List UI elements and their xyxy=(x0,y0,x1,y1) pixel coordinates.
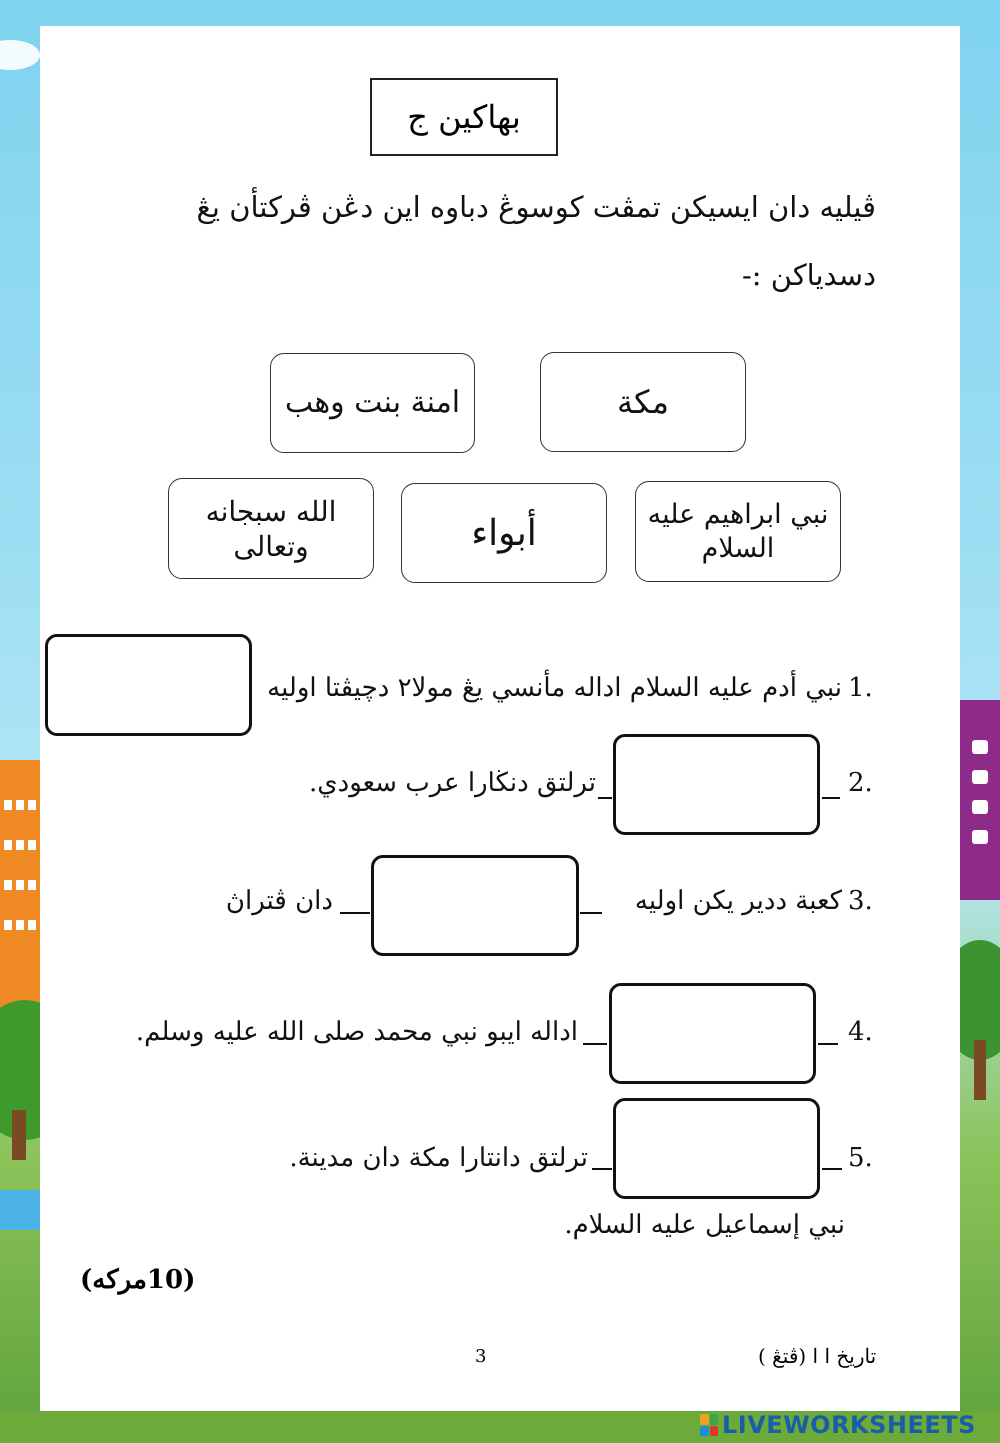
answer-drop-box[interactable] xyxy=(613,734,820,835)
blank-line xyxy=(583,1043,607,1045)
blank-line xyxy=(822,797,840,799)
cloud-decoration xyxy=(0,40,40,70)
tree-trunk-right xyxy=(974,1040,986,1100)
question-text: ترلتق دانتارا مكة دان مدينة. xyxy=(289,1143,588,1173)
liveworksheets-icon xyxy=(700,1414,718,1436)
blank-line xyxy=(598,797,612,799)
instruction-line-1: ڤيليه دان ايسيكن تمڤت كوسوڠ دباوه اين دڠن ڤركتأن يڠ xyxy=(196,190,876,224)
marks-label: (10مركه) xyxy=(80,1265,196,1295)
instruction-line-2: دسدياكن :- xyxy=(741,258,876,292)
question-text: اداله ايبو نبي محمد صلى الله عليه وسلم. xyxy=(135,1017,578,1047)
answer-drop-box[interactable] xyxy=(371,855,579,956)
question-number: 4. xyxy=(848,1017,873,1047)
blank-line xyxy=(340,912,370,914)
water-decoration xyxy=(0,1190,40,1230)
question-text: نبي أدم عليه السلام اداله مأنسي يڠ مولا٢ دچيڤتا اوليه xyxy=(267,673,842,703)
question-text: دان ڤتراڽ xyxy=(225,886,333,916)
question-text: ترلتق دنڬارا عرب سعودي. xyxy=(309,768,596,798)
liveworksheets-logo[interactable] xyxy=(700,1411,976,1439)
question-text-extra: نبي إسماعيل عليه السلام. xyxy=(564,1210,845,1240)
blank-line xyxy=(592,1168,612,1170)
option-box[interactable]: الله سبجانه وتعالى xyxy=(168,478,374,579)
question-text: كعبة ددير يكن اوليه xyxy=(634,886,842,916)
question-number: 2. xyxy=(848,768,873,798)
tree-trunk-left xyxy=(12,1110,26,1160)
building-decoration-left xyxy=(0,760,40,1040)
question-number: 3. xyxy=(848,886,873,916)
blank-line xyxy=(580,912,602,914)
blank-line xyxy=(822,1168,842,1170)
brand-name: LIVEWORKSHEETS xyxy=(722,1411,976,1439)
option-box[interactable]: امنة بنت وهب xyxy=(270,353,475,453)
option-box[interactable]: مكة xyxy=(540,352,746,452)
footer-subject: تاريخ ا ا (ڤتڠ ) xyxy=(758,1344,877,1368)
answer-drop-box[interactable] xyxy=(609,983,816,1084)
answer-drop-box[interactable] xyxy=(613,1098,820,1199)
section-title: بهاكين ج xyxy=(370,78,558,156)
answer-drop-box[interactable] xyxy=(45,634,252,736)
question-number: 1. xyxy=(848,673,873,703)
building-decoration-right xyxy=(960,700,1000,900)
blank-line xyxy=(818,1043,838,1045)
question-number: 5. xyxy=(848,1143,873,1173)
option-box[interactable]: نبي ابراهيم عليه السلام xyxy=(635,481,841,582)
page-number: 3 xyxy=(475,1346,487,1367)
option-box[interactable]: أبواء xyxy=(401,483,607,583)
